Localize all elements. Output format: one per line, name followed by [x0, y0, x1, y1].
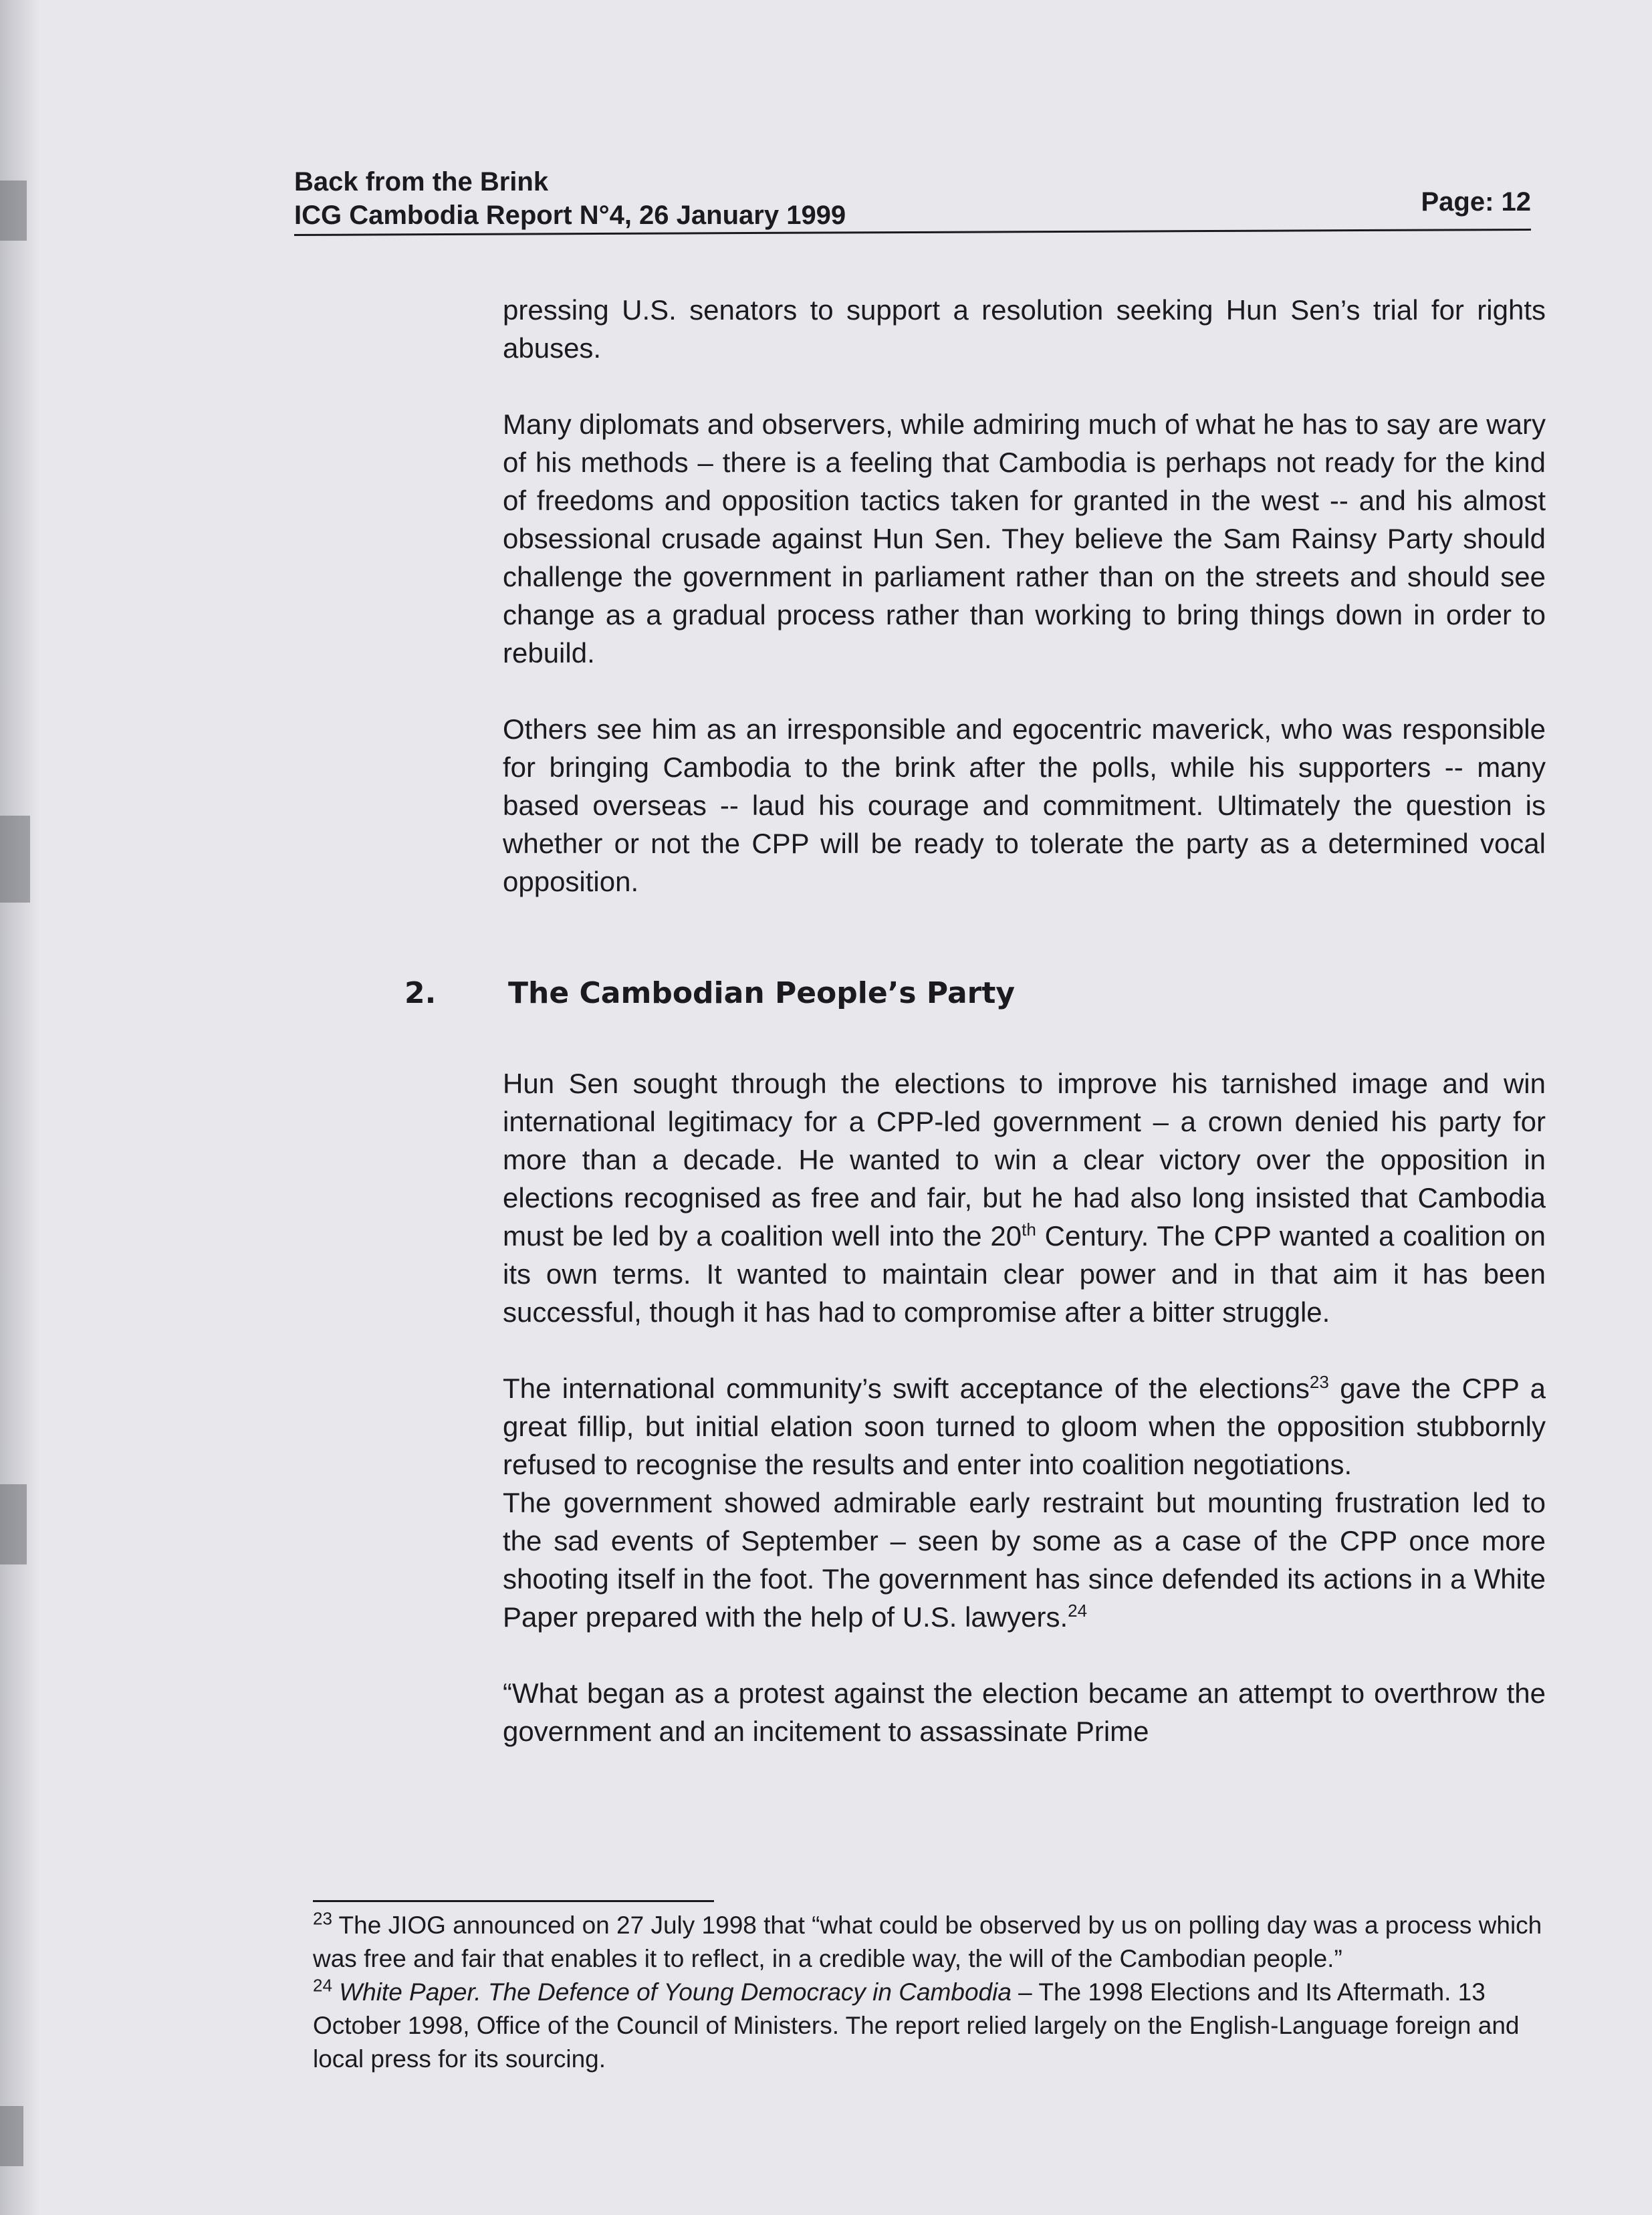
report-title: Back from the Brink — [294, 167, 549, 197]
paragraph-1: pressing U.S. senators to support a resolution seeking Hun Sen’s trial for rights abuses. — [503, 294, 1546, 364]
paragraph-6: The government showed admirable early restraint but mounting frustration led to the sad events of September – seen by some as a case of the CPP once more shooting itself in the foot. The government has since defended its actions in a White Paper prepared with the help of U.S. lawyers.$^{24}$ — [503, 1487, 1546, 1633]
footnotes — [313, 1909, 1550, 2076]
paragraph-2: Many diplomats and observers, while admiring much of what he has to say are wary of his methods – there is a feeling that Cambodia is perhaps not ready for the kind of freedoms and opposition tactics taken for granted in the west -- and his almost obsessional crusade against Hun Sen. They believe the Sam Rainsy Party should challenge the government in parliament rather than on the streets and should see change as a gradual process rather than working to bring things down in order to rebuild. — [503, 409, 1546, 669]
report-subtitle: ICG Cambodia Report N°4, 26 January 1999 — [294, 201, 846, 230]
scan-artifact — [0, 181, 27, 241]
paragraph-3: Others see him as an irresponsible and egocentric maverick, who was responsible for bringing Cambodia to the brink after the polls, while his supporters -- many based overseas -- laud his courage and commitment. Ultimately the question is whether or not the CPP will be ready to tolerate the party as a determined vocal opposition. — [503, 713, 1546, 897]
scan-artifact — [0, 816, 30, 903]
scan-edge-shadow — [0, 0, 40, 2215]
footnote-ref-23: 23 — [1309, 1372, 1329, 1392]
body-column-bottom — [503, 1064, 1546, 1750]
page-number: Page: 12 — [1421, 187, 1531, 217]
body-column-top — [503, 291, 1546, 901]
scan-artifact — [0, 1484, 27, 1564]
section-title: The Cambodian People’s Party — [508, 976, 1016, 1010]
paragraph-4: Hun Sen sought through the elections to improve his tarnished image and win international legitimacy for a CPP-led government – a crown denied his party for more than a decade. He wanted to win a clear victory over the opposition in elections recognised as free and fair, but he had also long insisted that Cambodia must be led by a coalition well into the 20th Century. The CPP wanted a coalition on its own terms. It wanted to maintain clear power and in that aim it has been successful, though it has had to compromise after a bitter struggle. — [503, 1068, 1546, 1328]
paragraph-5: The international community’s swift acceptance of the elections$^{23}$ gave the CPP a great fillip, but initial elation soon turned to gloom when the opposition stubbornly refused to recognise the results and enter into coalition negotiations. — [503, 1372, 1546, 1480]
scan-artifact — [0, 2106, 23, 2166]
footnote-24: $^{24}$ White Paper. The Defence of Young Democracy in Cambodia – The 1998 Elections and Its Aftermath. 13 October 1998, Office of the Council of Ministers. The report relied largely on the English-Language foreign and local press for its sourcing. — [313, 1975, 1520, 2073]
paragraph-7: “What began as a protest against the election became an attempt to overthrow the government and an incitement to assassinate Prime — [503, 1677, 1546, 1747]
footnote-separator — [313, 1900, 714, 1902]
superscript: th — [1022, 1219, 1036, 1240]
footnote-ref-24: 24 — [1068, 1601, 1088, 1621]
footnote-23: $^{23}$ The JIOG announced on 27 July 1998 that “what could be observed by us on polling day was a process which was free and fair that enables it to reflect, in a credible way, the will of the Cambodian people.” — [313, 1908, 1542, 1972]
section-number: 2. — [404, 976, 437, 1010]
